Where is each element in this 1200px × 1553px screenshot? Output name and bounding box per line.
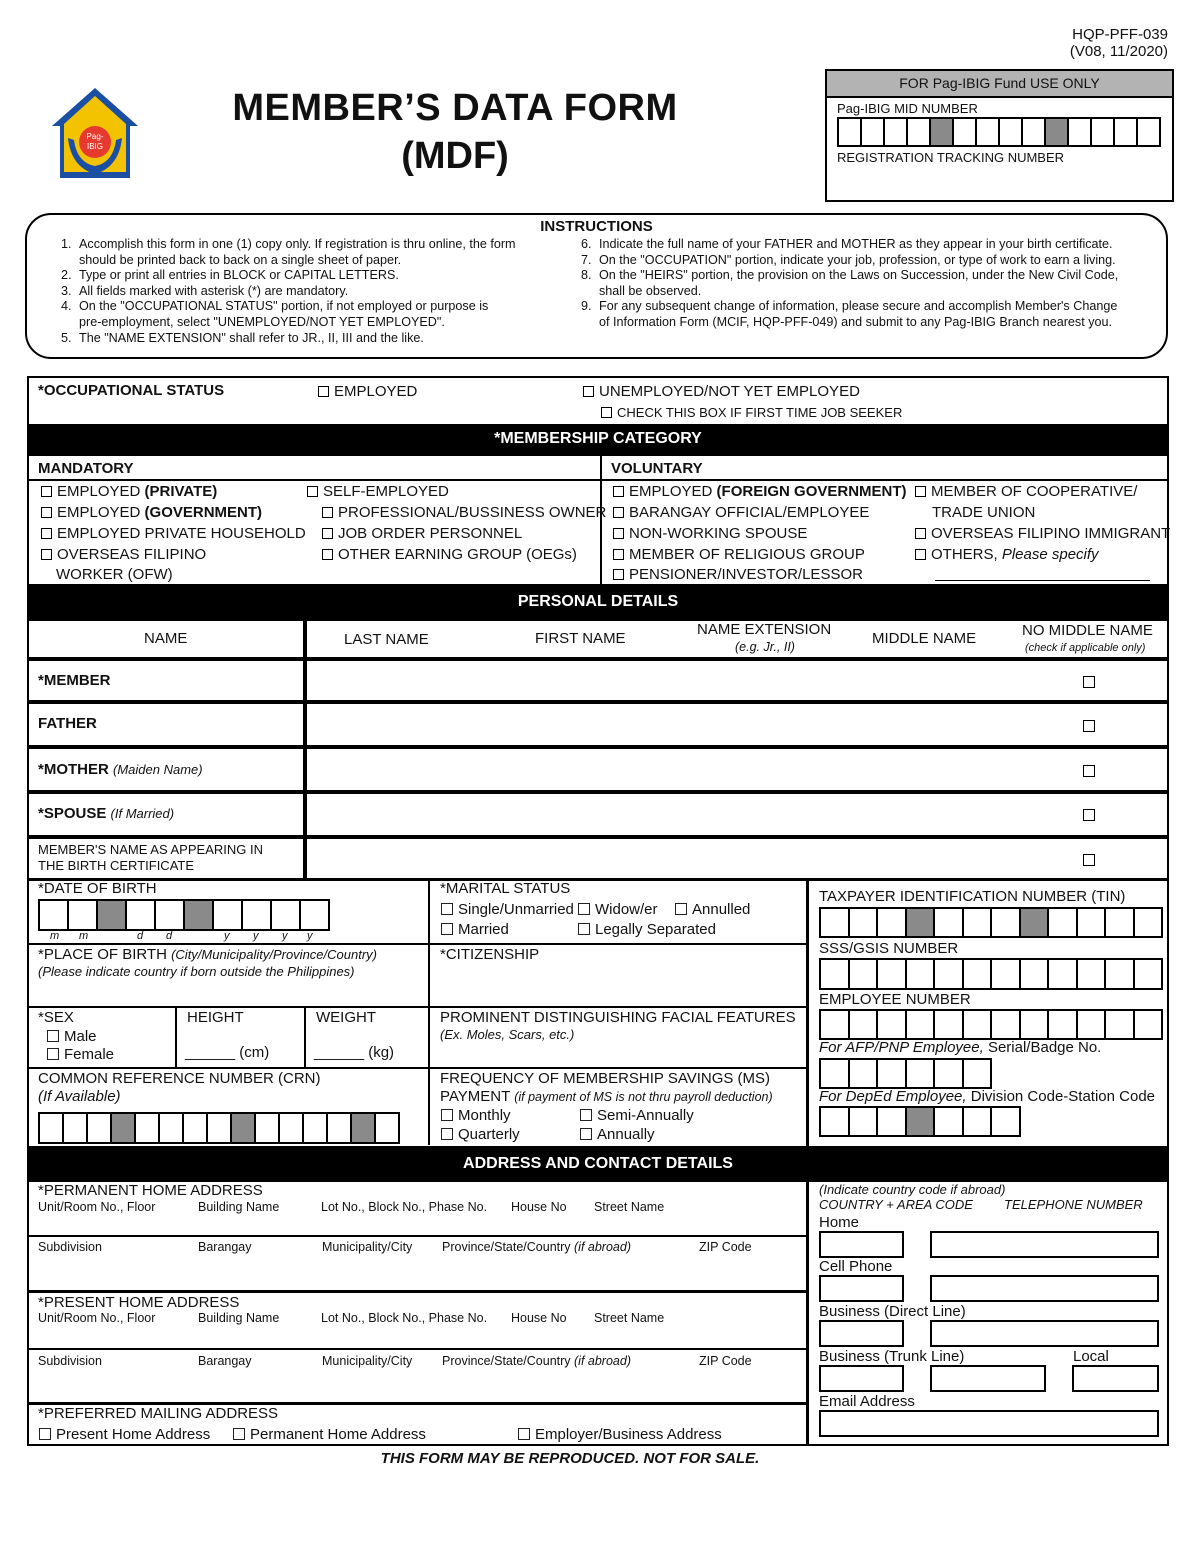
citizenship-field[interactable] [435, 966, 801, 1004]
frequency-label: FREQUENCY OF MEMBERSHIP SAVINGS (MS) [440, 1070, 771, 1087]
business-trunk-area-code-field[interactable] [819, 1365, 904, 1392]
pres-building-label: Building Name [198, 1311, 280, 1325]
business-direct-phone-field[interactable] [930, 1320, 1159, 1347]
member-name-field[interactable] [310, 663, 1040, 699]
rtn-label: REGISTRATION TRACKING NUMBER [837, 150, 1065, 165]
form-title: MEMBER’S DATA FORM [232, 87, 678, 129]
others-specify-line[interactable] [935, 580, 1150, 581]
non-working-spouse-option[interactable]: NON-WORKING SPOUSE [613, 526, 807, 543]
ofw-option-cont: WORKER (OFW) [56, 566, 173, 583]
perm-unit-label: Unit/Room No., Floor [38, 1200, 156, 1214]
business-trunk-phone-field[interactable] [930, 1365, 1046, 1392]
marital-status-label: *MARITAL STATUS [440, 880, 571, 897]
crn-note: (If Available) [38, 1088, 121, 1105]
instructions-box [25, 213, 1168, 359]
instructions-right [581, 237, 1171, 331]
form-code: HQP-PFF-039 [1072, 26, 1168, 43]
email-field[interactable] [819, 1410, 1159, 1437]
pres-subdivision-label: Subdivision [38, 1354, 102, 1368]
mid-number-field[interactable] [837, 117, 1161, 147]
business-direct-area-code-field[interactable] [819, 1320, 904, 1347]
country-code-header: COUNTRY + AREA CODE [819, 1197, 973, 1212]
first-time-checkbox[interactable] [601, 407, 612, 418]
mailing-address-label: *PREFERRED MAILING ADDRESS [38, 1405, 279, 1422]
no-middle-name-note: (check if applicable only) [1025, 642, 1146, 654]
self-employed-option[interactable]: SELF-EMPLOYED [307, 484, 449, 501]
permanent-address-label: *PERMANENT HOME ADDRESS [38, 1182, 263, 1199]
personal-details-header: PERSONAL DETAILS [27, 584, 1169, 619]
svg-text:IBIG: IBIG [86, 142, 104, 151]
svg-text:Pag-: Pag- [86, 132, 104, 141]
tin-label: TAXPAYER IDENTIFICATION NUMBER (TIN) [819, 888, 1126, 905]
employed-household-option[interactable]: EMPLOYED PRIVATE HOUSEHOLD [41, 526, 306, 543]
employee-number-field[interactable] [819, 1009, 1163, 1040]
cooperative-option[interactable]: MEMBER OF COOPERATIVE/ [915, 484, 1137, 501]
occupational-status-label: *OCCUPATIONAL STATUS [38, 382, 225, 399]
birthcert-label-1: MEMBER'S NAME AS APPEARING IN [38, 842, 263, 857]
mail-present-option[interactable]: Present Home Address [39, 1427, 210, 1444]
instructions-left [61, 237, 581, 346]
dob-m1: m [50, 930, 60, 942]
form-version: (V08, 11/2020) [1069, 43, 1168, 60]
pag-ibig-logo [50, 86, 140, 182]
mid-number-label: Pag-IBIG MID NUMBER [837, 101, 978, 116]
home-phone-field[interactable] [930, 1231, 1159, 1258]
frequency-label-2: PAYMENT (if payment of MS is not thru payroll deduction) [440, 1088, 773, 1105]
sss-gsis-field[interactable] [819, 958, 1163, 990]
male-option[interactable]: Male [47, 1029, 97, 1046]
pres-province-label: Province/State/Country (if abroad) [442, 1354, 631, 1368]
facial-features-field[interactable] [435, 1044, 801, 1066]
membership-category-header: *MEMBERSHIP CATEGORY [27, 424, 1169, 454]
father-row-label: FATHER [38, 715, 97, 732]
religious-group-option[interactable]: MEMBER OF RELIGIOUS GROUP [613, 547, 865, 564]
others-option[interactable]: OTHERS, Please specify [915, 547, 1099, 564]
office-use-box [825, 69, 1174, 202]
no-middle-name-header: NO MIDDLE NAME [1022, 622, 1153, 639]
pres-unit-label: Unit/Room No., Floor [38, 1311, 156, 1325]
instruction-item: 4. On the "OCCUPATIONAL STATUS" portion, if not employed or purpose is pre-employment, select "UNEMPLOYED/NOT YET EMPLOYED". [61, 299, 489, 329]
business-direct-label: Business (Direct Line) [819, 1303, 966, 1320]
dob-y4: y [307, 930, 313, 942]
pensioner-option[interactable]: PENSIONER/INVESTOR/LESSOR [613, 567, 863, 584]
address-contact-header: ADDRESS AND CONTACT DETAILS [27, 1146, 1169, 1182]
mail-employer-option[interactable]: Employer/Business Address [518, 1427, 722, 1444]
voluntary-label: VOLUNTARY [611, 460, 703, 477]
birthcert-name-field[interactable] [310, 841, 1040, 877]
sss-gsis-label: SSS/GSIS NUMBER [819, 940, 959, 957]
pres-municipality-label: Municipality/City [322, 1354, 413, 1368]
employed-foreign-option[interactable]: EMPLOYED (FOREIGN GOVERNMENT) [613, 484, 907, 501]
birthcert-no-middle-checkbox[interactable] [1083, 854, 1095, 866]
home-label: Home [819, 1214, 860, 1231]
afp-pnp-label: For AFP/PNP Employee, Serial/Badge No. [819, 1039, 1102, 1056]
annulled-option[interactable]: Annulled [675, 902, 750, 919]
tin-field[interactable] [819, 907, 1163, 938]
perm-barangay-label: Barangay [198, 1240, 252, 1254]
job-order-option[interactable]: JOB ORDER PERSONNEL [322, 526, 522, 543]
mother-no-middle-checkbox[interactable] [1083, 765, 1095, 777]
weight-label: WEIGHT [316, 1009, 376, 1026]
instruction-item: 7. On the "OCCUPATION" portion, indicate your job, profession, or type of work to earn a living. [581, 252, 1116, 267]
dob-label: *DATE OF BIRTH [38, 880, 157, 897]
weight-field[interactable]: ______ (kg) [314, 1044, 395, 1061]
name-column-header: NAME [144, 630, 188, 647]
afp-pnp-field[interactable] [819, 1058, 992, 1089]
employed-government-option[interactable]: EMPLOYED (GOVERNMENT) [41, 505, 262, 522]
perm-house-label: House No [511, 1200, 567, 1214]
pres-house-label: House No [511, 1311, 567, 1325]
country-code-note: (Indicate country code if abroad) [819, 1182, 1006, 1197]
dob-y2: y [253, 930, 259, 942]
father-name-field[interactable] [310, 706, 1040, 744]
present-address-label: *PRESENT HOME ADDRESS [38, 1294, 240, 1311]
pob-field[interactable] [35, 980, 423, 1004]
annually-option[interactable]: Annually [580, 1127, 655, 1144]
spouse-row-label: *SPOUSE (If Married) [38, 805, 175, 822]
height-field[interactable]: ______ (cm) [185, 1044, 270, 1061]
citizenship-label: *CITIZENSHIP [440, 946, 540, 963]
crn-field[interactable] [38, 1112, 400, 1144]
business-trunk-local-field[interactable] [1072, 1365, 1159, 1392]
instruction-item: 5. The "NAME EXTENSION" shall refer to JR., II, III and the like. [61, 330, 424, 345]
mail-permanent-option[interactable]: Permanent Home Address [233, 1427, 426, 1444]
permanent-address-line2-field[interactable] [35, 1257, 803, 1289]
instruction-item: 6. Indicate the full name of your FATHER and MOTHER as they appear in your birth certificate. [581, 237, 1113, 251]
married-option[interactable]: Married [441, 922, 509, 939]
father-no-middle-checkbox[interactable] [1083, 720, 1095, 732]
professional-option[interactable]: PROFESSIONAL/BUSSINESS OWNER [322, 505, 606, 522]
employed-private-option[interactable]: EMPLOYED (PRIVATE) [41, 484, 217, 501]
ofw-option[interactable]: OVERSEAS FILIPINO [41, 547, 206, 564]
cooperative-option-cont: TRADE UNION [932, 504, 1036, 521]
oeg-option[interactable]: OTHER EARNING GROUP (OEGs) [322, 547, 577, 564]
deped-label: For DepEd Employee, Division Code-Station Code [819, 1088, 1156, 1105]
first-name-header: FIRST NAME [535, 630, 626, 647]
pres-lot-label: Lot No., Block No., Phase No. [321, 1311, 488, 1325]
employed-checkbox[interactable] [318, 386, 329, 397]
instruction-item: 8. On the "HEIRS" portion, the provision on the Laws on Succession, under the New Civil Code, shall be observed. [581, 268, 1119, 298]
pres-street-label: Street Name [594, 1311, 665, 1325]
member-row-label: *MEMBER [38, 672, 111, 689]
first-time-job-seeker-option[interactable]: CHECK THIS BOX IF FIRST TIME JOB SEEKER [601, 406, 902, 420]
present-address-line1-field[interactable] [35, 1327, 803, 1347]
instructions-title: INSTRUCTIONS [540, 218, 653, 235]
perm-building-label: Building Name [198, 1200, 280, 1214]
facial-features-label: PROMINENT DISTINGUISHING FACIAL FEATURES [440, 1009, 796, 1026]
quarterly-option[interactable]: Quarterly [441, 1127, 520, 1144]
dob-m2: m [79, 930, 89, 942]
spouse-no-middle-checkbox[interactable] [1083, 809, 1095, 821]
form-subtitle: (MDF) [401, 135, 509, 177]
local-label: Local [1073, 1348, 1109, 1365]
office-use-header: FOR Pag-IBIG Fund USE ONLY [827, 71, 1172, 98]
birthcert-label-2: THE BIRTH CERTIFICATE [38, 858, 195, 873]
instruction-item: 3. All fields marked with asterisk (*) are mandatory. [61, 283, 349, 298]
cell-phone-field[interactable] [930, 1275, 1159, 1302]
widow-option[interactable]: Widow/er [578, 902, 658, 919]
dob-field[interactable] [38, 899, 330, 931]
instruction-item: 1. Accomplish this form in one (1) copy only. If registration is thru online, the form should be printed back to back on a single sheet of paper. [61, 237, 516, 267]
present-address-line2-field[interactable] [35, 1371, 803, 1401]
footer-note: THIS FORM MAY BE REPRODUCED. NOT FOR SALE. [380, 1450, 760, 1467]
monthly-option[interactable]: Monthly [441, 1108, 511, 1125]
name-extension-note: (e.g. Jr., II) [735, 640, 795, 654]
single-option[interactable]: Single/Unmarried [441, 902, 574, 919]
pres-barangay-label: Barangay [198, 1354, 252, 1368]
instruction-item: 2. Type or print all entries in BLOCK or CAPITAL LETTERS. [61, 268, 399, 283]
perm-municipality-label: Municipality/City [322, 1240, 413, 1254]
cell-phone-label: Cell Phone [819, 1258, 893, 1275]
perm-street-label: Street Name [594, 1200, 665, 1214]
dob-y1: y [224, 930, 230, 942]
unemployed-checkbox[interactable] [583, 386, 594, 397]
deped-field[interactable] [819, 1106, 1021, 1137]
overseas-immigrant-option[interactable]: OVERSEAS FILIPINO IMMIGRANT [915, 526, 1170, 543]
pob-label: *PLACE OF BIRTH (City/Municipality/Province/Country) [38, 946, 377, 963]
semi-annually-option[interactable]: Semi-Annually [580, 1108, 694, 1125]
name-extension-header: NAME EXTENSION [697, 621, 832, 638]
separated-option[interactable]: Legally Separated [578, 922, 716, 939]
email-label: Email Address [819, 1393, 915, 1410]
female-option[interactable]: Female [47, 1047, 114, 1064]
employee-number-label: EMPLOYEE NUMBER [819, 991, 971, 1008]
perm-province-label: Province/State/Country (if abroad) [442, 1240, 631, 1254]
middle-name-header: MIDDLE NAME [872, 630, 977, 647]
height-label: HEIGHT [187, 1009, 244, 1026]
pres-zip-label: ZIP Code [699, 1354, 752, 1368]
mother-row-label: *MOTHER (Maiden Name) [38, 761, 203, 778]
perm-lot-label: Lot No., Block No., Phase No. [321, 1200, 488, 1214]
permanent-address-line1-field[interactable] [35, 1216, 803, 1234]
business-trunk-label: Business (Trunk Line) [819, 1348, 965, 1365]
crn-label: COMMON REFERENCE NUMBER (CRN) [38, 1070, 321, 1087]
barangay-option[interactable]: BARANGAY OFFICIAL/EMPLOYEE [613, 505, 869, 522]
employed-option[interactable]: EMPLOYED [318, 384, 417, 401]
unemployed-option[interactable]: UNEMPLOYED/NOT YET EMPLOYED [583, 384, 860, 401]
mandatory-label: MANDATORY [38, 460, 134, 477]
home-area-code-field[interactable] [819, 1231, 904, 1258]
instruction-item: 9. For any subsequent change of information, please secure and accomplish Member's Change of Information Form (MCIF, HQP-PFF-049) and submit to any Pag-IBIG Branch nearest you. [581, 299, 1118, 329]
facial-features-note: (Ex. Moles, Scars, etc.) [440, 1027, 575, 1042]
mother-name-field[interactable] [310, 751, 1040, 789]
sex-label: *SEX [38, 1009, 74, 1026]
pob-note: (Please indicate country if born outside the Philippines) [38, 964, 355, 979]
cell-area-code-field[interactable] [819, 1275, 904, 1302]
member-no-middle-checkbox[interactable] [1083, 676, 1095, 688]
dob-y3: y [282, 930, 288, 942]
last-name-header: LAST NAME [344, 631, 429, 648]
perm-zip-label: ZIP Code [699, 1240, 752, 1254]
telephone-header: TELEPHONE NUMBER [1004, 1197, 1143, 1212]
dob-d2: d [166, 930, 173, 942]
dob-d1: d [137, 930, 144, 942]
spouse-name-field[interactable] [310, 796, 1040, 834]
perm-subdivision-label: Subdivision [38, 1240, 102, 1254]
